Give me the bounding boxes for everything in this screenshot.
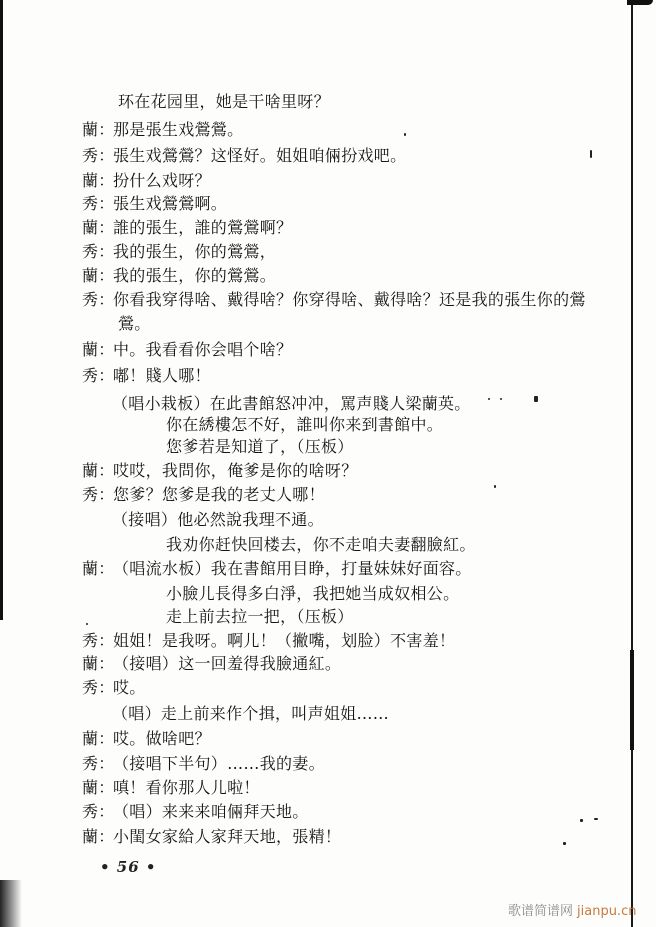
scan-speck bbox=[404, 133, 406, 136]
line-text: 誰的張生，誰的鶯鶯啊？ bbox=[113, 218, 293, 237]
script-line bbox=[82, 825, 341, 849]
line-text: 扮什么戏呀？ bbox=[113, 171, 211, 190]
speaker-label: 秀： bbox=[82, 290, 115, 309]
page-number: • 56 • bbox=[100, 858, 157, 876]
line-text: （接唱）这一回羞得我臉通紅。 bbox=[113, 654, 342, 673]
script-line bbox=[82, 752, 325, 776]
speaker-label: 蘭： bbox=[82, 654, 115, 673]
script-line bbox=[82, 338, 292, 362]
watermark bbox=[508, 900, 636, 919]
watermark-site-name: 歌谱简谱网 bbox=[508, 904, 574, 919]
script-line bbox=[82, 264, 276, 288]
line-text: （接唱）他必然說我理不通。 bbox=[112, 510, 324, 529]
line-text: 我的張生，你的鶯鶯。 bbox=[113, 266, 277, 285]
speaker-label: 秀： bbox=[82, 242, 115, 261]
speaker-label: 蘭： bbox=[82, 778, 115, 797]
scan-speck bbox=[534, 396, 538, 402]
scan-edge-right-blob bbox=[627, 0, 653, 5]
script-line bbox=[82, 676, 146, 700]
scan-speck bbox=[494, 485, 496, 488]
speaker-label: 秀： bbox=[82, 194, 115, 213]
speaker-label: 蘭： bbox=[82, 729, 115, 748]
script-line bbox=[82, 144, 406, 168]
script-line bbox=[82, 800, 309, 824]
line-text: 我的張生，你的鶯鶯， bbox=[113, 242, 277, 261]
speaker-label: 蘭： bbox=[82, 120, 115, 139]
script-line bbox=[82, 557, 472, 581]
line-text: 小臉儿長得多白淨，我把她当成奴相公。 bbox=[166, 584, 460, 603]
script-line bbox=[82, 652, 341, 676]
line-text: 姐姐！是我呀。啊儿！（撇嘴，划脸）不害羞！ bbox=[113, 631, 456, 650]
speaker-label: 秀： bbox=[82, 754, 115, 773]
scan-speck bbox=[594, 818, 598, 820]
script-line bbox=[166, 435, 354, 459]
line-text: 您爹？您爹是我的老丈人哪！ bbox=[113, 485, 325, 504]
scan-edge-right-thick bbox=[630, 650, 634, 750]
line-text: 环在花园里，她是干啥里呀？ bbox=[118, 92, 330, 111]
script-line bbox=[82, 727, 211, 751]
line-text: （唱流水板）我在書館用目睁，打量妹妹好面容。 bbox=[113, 559, 472, 578]
scan-edge-left bbox=[0, 0, 3, 620]
speaker-label: 蘭： bbox=[82, 461, 115, 480]
speaker-label: 秀： bbox=[82, 678, 115, 697]
scan-speck bbox=[86, 623, 88, 625]
script-line bbox=[166, 533, 476, 557]
line-text: 哎哎，我問你，俺爹是你的啥呀？ bbox=[113, 461, 358, 480]
watermark-domain: jianpu.cn bbox=[577, 904, 637, 919]
scan-shadow-bottom-left bbox=[0, 880, 22, 927]
script-line bbox=[166, 582, 459, 606]
speaker-label: 秀： bbox=[82, 146, 115, 165]
line-text: （唱小栽板）在此書館怒冲冲，罵声賤人梁蘭英。 bbox=[112, 394, 471, 413]
speaker-label: 蘭： bbox=[82, 266, 115, 285]
scan-speck bbox=[500, 398, 502, 400]
line-text: 嗔！看你那人儿啦！ bbox=[113, 778, 260, 797]
line-text: 哎。 bbox=[113, 678, 146, 697]
speaker-label: 蘭： bbox=[82, 340, 115, 359]
script-line bbox=[82, 364, 211, 388]
line-text: （唱）来来来咱倆拜天地。 bbox=[113, 802, 309, 821]
script-line bbox=[82, 240, 276, 264]
scan-edge-right bbox=[631, 0, 633, 927]
line-text: 嘟！賤人哪！ bbox=[113, 366, 211, 385]
speaker-label: 蘭： bbox=[82, 559, 115, 578]
scan-speck bbox=[488, 398, 490, 400]
line-text: 你在綉樓怎不好，誰叫你来到書館中。 bbox=[166, 415, 444, 434]
speaker-label: 秀： bbox=[82, 802, 115, 821]
script-line bbox=[112, 702, 389, 726]
script-line bbox=[82, 118, 243, 142]
script-line bbox=[82, 776, 260, 800]
line-text: 走上前去拉一把，（压板） bbox=[166, 607, 354, 626]
line-text: （唱）走上前来作个揖，叫声姐姐…… bbox=[112, 704, 390, 723]
script-line bbox=[82, 483, 325, 507]
line-text: （接唱下半句）……我的妻。 bbox=[113, 754, 325, 773]
scan-speck bbox=[563, 842, 566, 845]
line-text: 我劝你赶快回楼去，你不走咱夫妻翻臉紅。 bbox=[166, 535, 476, 554]
script-line bbox=[82, 192, 227, 216]
line-text: 小閨女家給人家拜天地，張精！ bbox=[113, 827, 342, 846]
line-text: 張生戏鶯鶯啊。 bbox=[113, 194, 228, 213]
speaker-label: 蘭： bbox=[82, 218, 115, 237]
speaker-label: 蘭： bbox=[82, 171, 115, 190]
line-text: 哎。做啥吧？ bbox=[113, 729, 211, 748]
script-line bbox=[112, 508, 324, 532]
scan-speck bbox=[580, 819, 583, 822]
scan-speck bbox=[590, 150, 592, 158]
script-line bbox=[82, 169, 211, 193]
script-line bbox=[118, 312, 151, 336]
line-text: 你看我穿得啥、戴得啥？你穿得啥、戴得啥？还是我的張生你的鶯 bbox=[113, 290, 586, 309]
script-line bbox=[82, 629, 455, 653]
line-text: 中。我看看你会唱个啥？ bbox=[113, 340, 293, 359]
line-text: 張生戏鶯鶯？这怪好。姐姐咱倆扮戏吧。 bbox=[113, 146, 407, 165]
speaker-label: 秀： bbox=[82, 485, 115, 504]
script-line bbox=[118, 90, 330, 114]
speaker-label: 秀： bbox=[82, 631, 115, 650]
script-line bbox=[82, 216, 292, 240]
speaker-label: 秀： bbox=[82, 366, 115, 385]
script-line bbox=[82, 288, 586, 312]
script-line bbox=[166, 413, 443, 437]
script-line bbox=[82, 459, 358, 483]
line-text: 那是張生戏鶯鶯。 bbox=[113, 120, 244, 139]
line-text: 您爹若是知道了，（压板） bbox=[166, 437, 354, 456]
speaker-label: 蘭： bbox=[82, 827, 115, 846]
line-text: 鶯。 bbox=[118, 314, 151, 333]
script-line bbox=[166, 605, 354, 629]
